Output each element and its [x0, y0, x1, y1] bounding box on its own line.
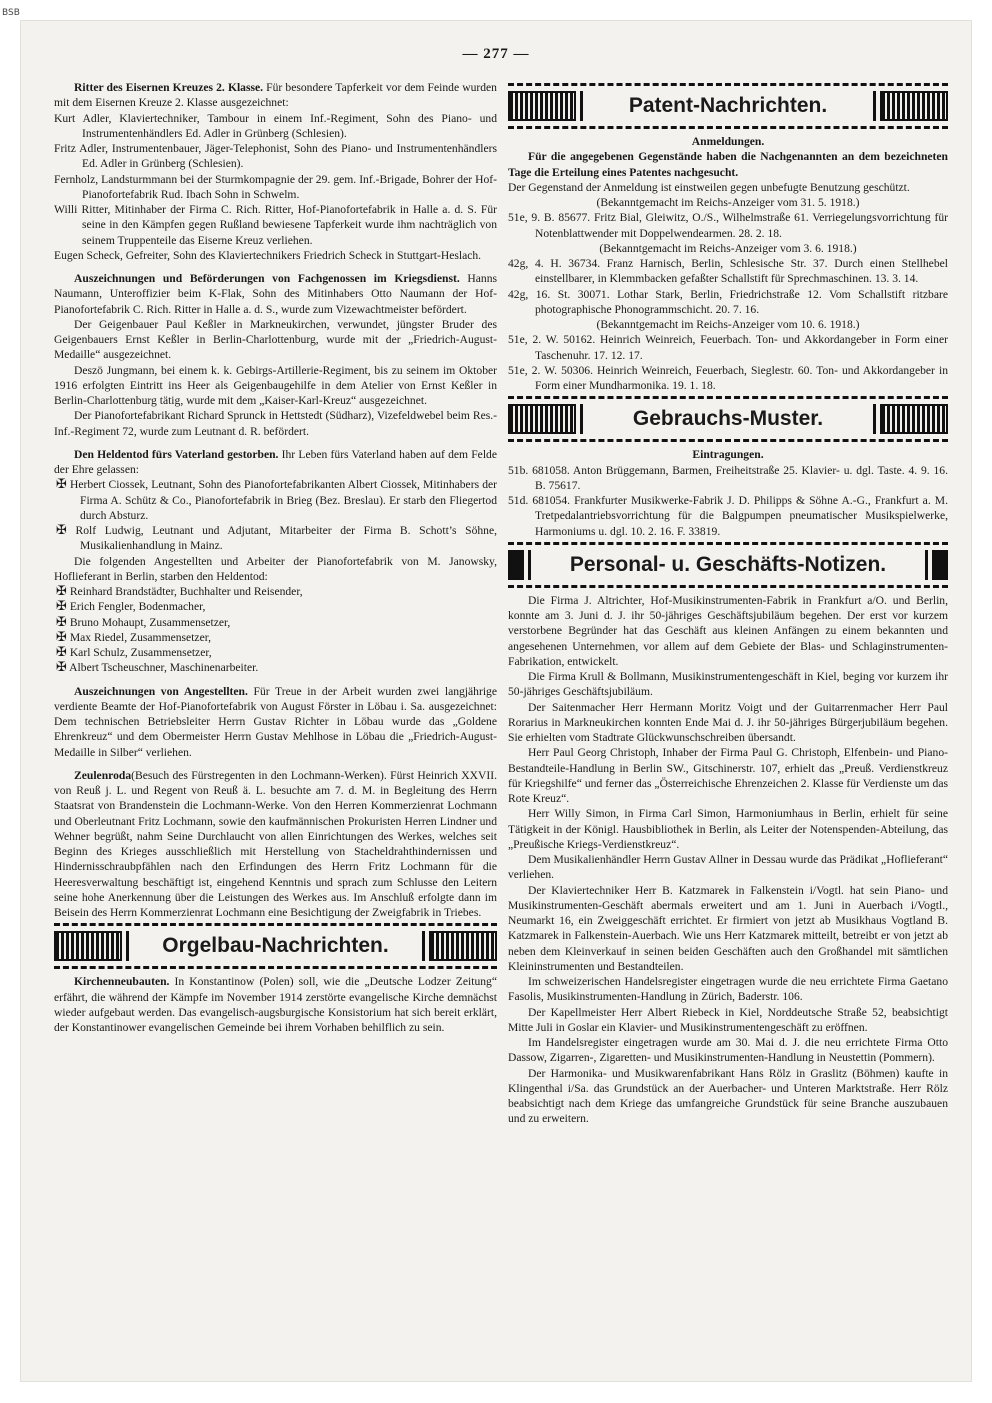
banner-title: Patent-Nachrichten.: [580, 91, 876, 121]
patent-banner: [508, 83, 948, 129]
paragraph: Der Klaviertechniker Herr B. Katzmarek in Falkenstein i/Vogtl. hat sein Piano- und Musikinstrumenten-Geschäft abermals erweitert und am 1. Juni in Auerbach i/Vogtl., Neumarkt 16, ein Zweiggeschäft errichtet. Er firmiert von jetzt ab Musikhaus Vogtland B. Katzmarek in Falkenstein-Auerbach. Wie uns Herr Katzmarek mitteilt, betreibt er von jetzt ab neben dem Kleinverkauf in seinen beiden Geschäften auch den Großhandel mit sämtlichen Kleininstrumenten und Bestandteilen.: [508, 883, 948, 973]
iron-cross-icon: ✠: [56, 584, 67, 599]
page-number: — 277 —: [462, 46, 530, 62]
banner-title: Orgelbau-Nachrichten.: [126, 931, 425, 961]
banner-title: Personal- u. Geschäfts-Notizen.: [528, 550, 928, 580]
organ-section: [54, 974, 497, 1035]
section-heading: Ritter des Eisernen Kreuzes 2. Klasse.: [74, 81, 264, 94]
paragraph: Der Saitenmacher Herr Hermann Moritz Voigt und der Guitarrenmacher Herr Paul Rorarius in Markneukirchen konnten Ende Mai d. J. ihr 50-jähriges Bürgerjubiläum begehen. Sie erhielten vom Stadtrate Glückwunschschreiben übersandt.: [508, 700, 948, 744]
banner-ornament: [880, 404, 948, 434]
paragraph: Der Harmonika- und Musikwarenfabrikant Hans Rölz in Graslitz (Böhmen) kaufte in Klingenthal i/Sa. das Grundstück an der Auerbacher- und Unteren Marktstraße. Herr Rölz beabsichtigt nach dem Kriege das umfangreiche Grundstück für seine Branche auszubauen und zu erweitern.: [508, 1066, 948, 1126]
section-intro: Für besondere Tapferkeit vor dem Feinde wurden mit dem Eisernen Kreuze 2. Klasse ausgezeichnet:: [54, 81, 497, 110]
paragraph: Die folgenden Angestellten und Arbeiter der Pianofortefabrik von M. Janowsky, Hoflieferant in Berlin, starben den Heldentod:: [54, 554, 497, 583]
employees-section: [54, 684, 497, 760]
paragraph: Die Firma J. Altrichter, Hof-Musikinstrumenten-Fabrik in Frankfurt a/O. und Berlin, konnte am 3. Juni d. J. ihr 50-jähriges Geschäftsjubiläum begehen. Der erst vor kurzem verstorbene Begründer hat das Geschäft aus kleinen Anfängen zu einem bekannten und angesehenen Unternehmen, vor allem auf dem Gebiete der Blas- und Schlaginstrumenten-Fabrikation, entwickelt.: [508, 593, 948, 668]
list-item: Eugen Scheck, Gefreiter, Sohn des Klaviertechnikers Friedrich Scheck in Stuttgart-Heslach.: [54, 248, 482, 262]
banner-ornament: [508, 404, 576, 434]
gm-entry: 51d. 681054. Frankfurter Musikwerke-Fabrik J. D. Philipps & Söhne A.-G., Frankfurt a. M. Tretpedalantriebsvorrichtung für die Balgpumpen pneumatischer Musikspielwerke, Harmoniums u. dgl. 10. 2. 16. F. 33819.: [508, 494, 948, 538]
paragraph: In Konstantinow (Polen) soll, wie die „Deutsche Lodzer Zeitung“ erfährt, die während der Kämpfe im November 1914 zerstörte evangelische Kirche demnächst wieder aufgebaut werden. Das evangelisch-augsburgische Konsistorium hat sich bereit erklärt, der Konstantinower evangelischen Gemeinde bei ihrem Vorhaben behilflich zu sein.: [54, 975, 497, 1034]
gm-entry: 51b. 681058. Anton Brüggemann, Barmen, Freiheitstraße 25. Klavier- u. dgl. Taste. 4. 9. 16. B. 75617.: [508, 463, 948, 492]
iron-cross-icon: ✠: [56, 614, 67, 630]
iron-cross-icon: ✠: [56, 477, 67, 493]
list-item: ✠ Max Riedel, Zusammensetzer,: [56, 629, 212, 645]
paragraph: Dem Musikalienhändler Herrn Gustav Allner in Dessau wurde das Prädikat „Hoflieferant“ verliehen.: [508, 853, 948, 882]
list-item: ✠ Bruno Mohaupt, Zusammensetzer,: [56, 614, 231, 630]
list-item: ✠ Herbert Ciossek, Leutnant, Sohn des Pianofortefabrikanten Albert Ciossek, Mitinhabers der Firma A. Schütz & Co., Pianofortefabrik in Brieg (Bez. Breslau). Er starb den Fliegertod durch Absturz.: [56, 477, 497, 522]
paragraph: Der Geigenbauer Paul Keßler in Markneukirchen, verwundet, jüngster Bruder des Geigenbauers Ernst Keßler in Berlin-Charlottenburg, wurde mit der „Friedrich-August-Medaille“ ausgezeichnet.: [54, 317, 497, 362]
patent-entry: 42g, 16. St. 30071. Lothar Stark, Berlin, Friedrichstraße 12. Vom Schallstift ritzbare photographische Phonogrammschicht. 20. 7. 16.: [508, 287, 948, 316]
iron-cross-icon: ✠: [56, 599, 67, 615]
banner-ornament: [508, 91, 576, 121]
banner-ornament: [508, 550, 524, 580]
notice: (Bekanntgemacht im Reichs-Anzeiger vom 10. 6. 1918.): [596, 318, 860, 331]
list-item: ✠ Erich Fengler, Bodenmacher,: [56, 599, 206, 615]
banner-ornament: [429, 931, 497, 961]
list-item: ✠ Albert Tscheuschner, Maschinenarbeiter.: [56, 660, 259, 676]
patent-entry: 51e, 2. W. 50162. Heinrich Weinreich, Feuerbach. Ton- und Akkordangeber in Form einer Taschenuhr. 17. 12. 17.: [508, 333, 948, 362]
paragraph: Im Handelsregister eingetragen wurde am 30. Mai d. J. die neu errichtete Firma Otto Dassow, Zigarren-, Zigaretten- und Musikinstrumenten-Handlung in Neustettin (Pommern).: [508, 1036, 948, 1065]
section-heading: Auszeichnungen und Beförderungen von Fachgenossen im Kriegsdienst.: [74, 272, 460, 285]
iron-cross-icon: ✠: [56, 523, 67, 538]
banner-ornament: [54, 931, 122, 961]
section-intro: Ihr Leben fürs Vaterland haben auf dem Felde der Ehre gelassen:: [54, 447, 497, 476]
death-section: [54, 447, 497, 478]
paragraph: Hanns Naumann, Unteroffizier beim K-Flak, Sohn des Mitinhabers Otto Naumann der Hof-Pianofortefabrik C. Rich. Ritter in Halle a. d. S., wurde zum Vizewachtmeister befördert.: [54, 272, 497, 316]
subheading: Eintragungen.: [692, 448, 764, 462]
organ-banner: [54, 923, 497, 969]
banner-ornament: [880, 91, 948, 121]
corner-mark: BSB: [2, 8, 20, 18]
paragraph: Für Treue in der Arbeit wurden zwei langjährige verdiente Beamte der Hof-Pianofortefabrik von August Förster in Löbau i. Sa. ausgezeichnet: Dem technischen Betriebsleiter Herrn Gustav Richter in Löbau wurde das „Goldene Ehrenkreuz“ und dem Obermeister Herrn Gustav Mehlhose in Löbau die „Friedrich-August-Medaille in Silber“ verliehen.: [54, 684, 497, 759]
paragraph: Der Pianofortefabrikant Richard Sprunck in Hettstedt (Südharz), Vizefeldwebel beim Res.-Inf.-Regiment 72, wurde zum Leutnant d. R. befördert.: [54, 409, 497, 438]
zeulenroda-section: [54, 768, 497, 921]
section-heading: Kirchenneubauten.: [74, 975, 170, 989]
iron-cross-section: [54, 80, 497, 111]
list-item: Fernholz, Landsturmmann bei der Sturmkompagnie der 29. gem. Inf.-Brigade, Bohrer der Hof-Pianofortefabrik Rud. Ibach Sohn in Schwelm.: [54, 172, 497, 201]
paragraph: Der Kapellmeister Herr Albert Riebeck in Kiel, Norddeutsche Straße 52, beabsichtigt Mitte Juli in Goslar ein Klavier- und Musikinstrumentengeschäft zu eröffnen.: [508, 1005, 948, 1034]
notice: (Bekanntgemacht im Reichs-Anzeiger vom 31. 5. 1918.): [596, 196, 860, 209]
banner-title: Gebrauchs-Muster.: [580, 404, 876, 434]
awards-section: [54, 271, 497, 317]
paragraph: Deszö Jungmann, bei einem k. k. Gebirgs-Artillerie-Regiment, bis zu seinem im Oktober 1916 erfolgten Eintritt ins Heer als Geigenbaugehilfe in dem Atelier von Ernst Keßler in Berlin-Charlottenburg tätig, wurde mit dem „Kaiser-Karl-Kreuz“ ausgezeichnet.: [54, 363, 497, 407]
list-item: ✠ Reinhard Brandstädter, Buchhalter und Reisender,: [56, 584, 303, 599]
gm-banner: [508, 396, 948, 442]
personal-banner: [508, 542, 948, 588]
list-item: ✠ Rolf Ludwig, Leutnant und Adjutant, Mitarbeiter der Firma B. Schott’s Söhne, Musikalienhandlung in Mainz.: [56, 523, 498, 553]
list-item: Fritz Adler, Instrumentenbauer, Jäger-Telephonist, Sohn des Piano- und Instrumentenhändlers Ed. Adler in Grünberg (Schlesien).: [54, 142, 497, 171]
list-item: Kurt Adler, Klaviertechniker, Tambour in einem Inf.-Regiment, Sohn des Piano- und Instrumentenhändlers Ed. Adler in Grünberg (Schlesien).: [54, 111, 497, 140]
left-column: [54, 80, 497, 1035]
right-column: [508, 80, 948, 1127]
banner-ornament: [932, 550, 948, 580]
paragraph: Herr Paul Georg Christoph, Inhaber der Firma Paul G. Christoph, Elfenbein- und Piano-Bestandteile-Handlung in Berlin SW., Gitschinerstr. 107, erhielt das „Preuß. Verdienstkreuz für Kriegshilfe“ und ferner das „Österreichische Ehrenzeichen 2. Klasse für Verdienste um das Rote Kreuz“.: [508, 746, 948, 805]
patent-entry: 42g, 4. H. 36734. Franz Harnisch, Berlin, Schlesische Str. 37. Durch einen Stellhebel einstellbarer, in Klemmbacken gefaßter Schallstift für Sprechmaschinen. 13. 3. 14.: [508, 257, 948, 286]
section-heading: Zeulenroda: [74, 768, 132, 782]
patent-entry: 51e, 2. W. 50306. Heinrich Weinreich, Feuerbach, Sieglestr. 60. Ton- und Akkordangeber in Form einer Mundharmonika. 19. 1. 18.: [508, 363, 948, 392]
section-heading: Auszeichnungen von Angestellten.: [74, 684, 248, 698]
section-heading: Den Heldentod fürs Vaterland gestorben.: [74, 447, 279, 461]
paragraph: Herr Willy Simon, in Firma Carl Simon, Harmoniumhaus in Berlin, erhielt für seine Tätigkeit in der Königl. Hausbibliothek in Berlin, als Leiter der Notenspenden-Abteilung, das „Preußische Kriegs-Verdienstkreuz“.: [508, 807, 948, 851]
paragraph: Im schweizerischen Handelsregister eingetragen wurde die neu errichtete Firma Gaetano Fasolis, Musikinstrumenten-Handlung in Zürich, Baderstr. 106.: [508, 975, 948, 1004]
paragraph: (Besuch des Fürstregenten in den Lochmann-Werken). Fürst Heinrich XXVII. von Reuß j. L. und Regent von Reuß ä. L. besuchte am 7. d. M. in Begleitung des Herrn Staatsrat von Brandenstein die Lochmann-Werke. Von den Herren Kommerzienrat Lochmann und Oberleutnant Fritz Lochmann, sowie den kaufmännischen Prokuristen Herren Lindner und Wehner begrüßt, nahm Seine Durchlaucht von allen Einrichtungen des Werkes, welches seit Beginn des Krieges ausschließlich mit Herstellung von Stacheldrahthindernissen und Hindernisschraubpfählen nach den Erfindungen des Herrn Fritz Lochmann für die Heeresverwaltung beschäftigt ist, eingehend Kenntnis und sprach zum Schlusse den Leitern seine hohe Anerkennung über die Leistungen des Werkes aus. Im Anschluß erfolgte dann im Beisein des Herrn Kommerzienrat Lochmann eine Besichtigung der Zweigfabrik in Triebes.: [54, 768, 497, 919]
list-item: Willi Ritter, Mitinhaber der Firma C. Rich. Ritter, Hof-Pianofortefabrik in Halle a. d. S. Für seine in den Kämpfen gegen Rußland bewiesene Tapferkeit wurde ihm nachträglich von seinem Truppenteile das Eiserne Kreuz verliehen.: [54, 203, 497, 247]
paragraph: Die Firma Krull & Bollmann, Musikinstrumentengeschäft in Kiel, beging vor kurzem ihr 50-jähriges Geschäftsjubiläum.: [508, 670, 948, 699]
notice: (Bekanntgemacht im Reichs-Anzeiger vom 3. 6. 1918.): [599, 241, 857, 255]
paragraph: Für die angegebenen Gegenstände haben die Nachgenannten an dem bezeichneten Tage die Erteilung eines Patentes nachgesucht.: [508, 150, 948, 179]
subheading: Anmeldungen.: [691, 135, 765, 148]
iron-cross-icon: ✠: [56, 629, 67, 645]
list-item: ✠ Karl Schulz, Zusammensetzer,: [56, 645, 212, 660]
patent-entry: 51e, 9. B. 85677. Fritz Bial, Gleiwitz, O./S., Wilhelmstraße 61. Verriegelungsvorrichtung für Notenblattwender mit Doppelwendearmen. 28. 2. 18.: [508, 211, 948, 240]
paragraph: Der Gegenstand der Anmeldung ist einstweilen gegen unbefugte Benutzung geschützt.: [508, 180, 910, 194]
iron-cross-icon: ✠: [56, 645, 67, 660]
iron-cross-icon: ✠: [56, 660, 67, 676]
